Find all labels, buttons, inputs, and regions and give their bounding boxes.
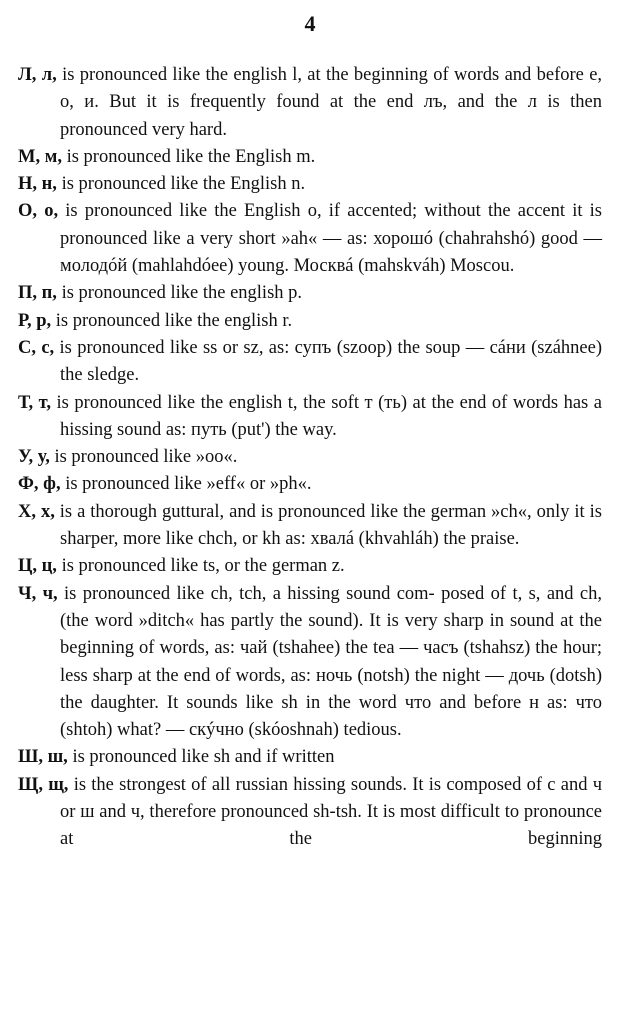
entry-letter: У, у, — [18, 447, 50, 468]
entry-line: is pronounced like the English o, if accented; without — [65, 201, 481, 222]
entry-l — [18, 62, 602, 144]
entry-line: the night — дочь (dotsh) the daughter. It sounds like — [60, 665, 603, 713]
entry-kh — [18, 499, 602, 554]
entry-u — [18, 444, 602, 471]
entry-f — [18, 471, 602, 498]
entry-line: words and before е, о, и. But it is frequently found at — [60, 65, 603, 113]
entry-line: is a thorough guttural, and is pronounced like the — [59, 501, 426, 522]
entry-letter: Щ, щ, — [18, 774, 69, 795]
entry-letter: Ц, ц, — [18, 556, 57, 577]
entry-line: posed of t, s, and ch, (the word »ditch« has partly the — [60, 583, 603, 631]
entry-letter: Ч, ч, — [18, 583, 58, 604]
entry-line: sh in the word что and before н as: что (shtoh) what? — [60, 692, 602, 741]
entry-letter: О, о, — [18, 201, 59, 222]
entry-line: is pronounced like ss or sz, as: супъ (szoop) the soup — [59, 337, 461, 358]
entry-line: the end лъ, and the л is then pronounced very hard. — [60, 92, 602, 140]
entry-line: is pronounced like »eff« or »ph«. — [65, 474, 312, 495]
entry-line: is the strongest of all russian hissing sounds. It is — [73, 774, 442, 795]
entry-letter: П, п, — [18, 283, 57, 304]
entry-line: is pronounced like the english r. — [55, 310, 293, 331]
entry-ch — [18, 581, 602, 745]
entry-line: german »ch«, only it is sharper, more like chch, or kh as: — [60, 501, 602, 550]
entry-sh — [18, 744, 602, 771]
entry-line: is pronounced like »oo«. — [54, 447, 238, 468]
entry-line: is pronounced like the english t, the soft т (ть) at the — [56, 392, 455, 413]
entry-line: is pronounced like the English n. — [61, 174, 306, 195]
entry-line: is pronounced like ts, or the german z. — [61, 556, 345, 577]
entry-letter: Р, р, — [18, 310, 52, 331]
entry-line: end of words has a hissing sound as: путь (put') the — [60, 392, 603, 440]
entry-o — [18, 198, 602, 280]
entry-line: way. — [302, 419, 337, 440]
entry-line: хорошó (chahrahshó) good — молодóй (mahlahdóee) — [60, 228, 603, 277]
entry-line: — скýчно (skóoshnah) tedious. — [165, 720, 402, 741]
entry-letter: Х, х, — [18, 501, 55, 522]
entry-line: words, as: чай (tshahee) the tea — часъ (tshahsz) the — [159, 638, 558, 659]
entry-line: is pronounced like the English m. — [66, 146, 316, 167]
entry-t — [18, 390, 602, 445]
entry-ts — [18, 553, 602, 580]
entry-line: young. Москвá (mahskváh) Moscou. — [238, 256, 515, 277]
entry-line: is pronounced like the english l, at the beginning of — [62, 65, 449, 85]
entry-letter: С, с, — [18, 337, 55, 358]
entry-line: sound). It is very sharp in sound at the beginning of — [60, 610, 603, 659]
entry-line: sh-tsh. It is most difficult to pronounce at the beginning — [60, 802, 602, 850]
entry-n — [18, 171, 602, 198]
entry-r — [18, 308, 602, 335]
entry-line: is pronounced like sh and if written — [72, 747, 335, 768]
entry-letter: Ф, ф, — [18, 474, 61, 495]
entry-line: — сáни (száhnee) the sledge. — [60, 337, 603, 386]
entry-s — [18, 335, 602, 390]
entry-line: the accent it is pronounced like a very short »ah« — as: — [60, 201, 603, 249]
entry-letter: Ш, ш, — [18, 747, 68, 768]
entry-line: hour; less sharp at the end of words, as: ночь (notsh) — [60, 638, 603, 686]
entry-letter: Н, н, — [18, 174, 57, 195]
page-number: 4 — [304, 11, 316, 36]
entry-letter: Т, т, — [18, 392, 51, 413]
entry-line: is pronounced like ch, tch, a hissing sound com- — [64, 583, 435, 604]
entry-shch — [18, 772, 602, 854]
entry-m — [18, 144, 602, 171]
entry-letter: Л, л, — [18, 65, 57, 85]
entry-line: is pronounced like the english p. — [61, 283, 303, 304]
entry-line: хвалá (khvahláh) the praise. — [310, 529, 520, 550]
entry-p — [18, 280, 602, 307]
entry-letter: М, м, — [18, 146, 62, 167]
entry-line: composed of с and ч or ш and ч, therefore pronounced — [60, 774, 602, 823]
